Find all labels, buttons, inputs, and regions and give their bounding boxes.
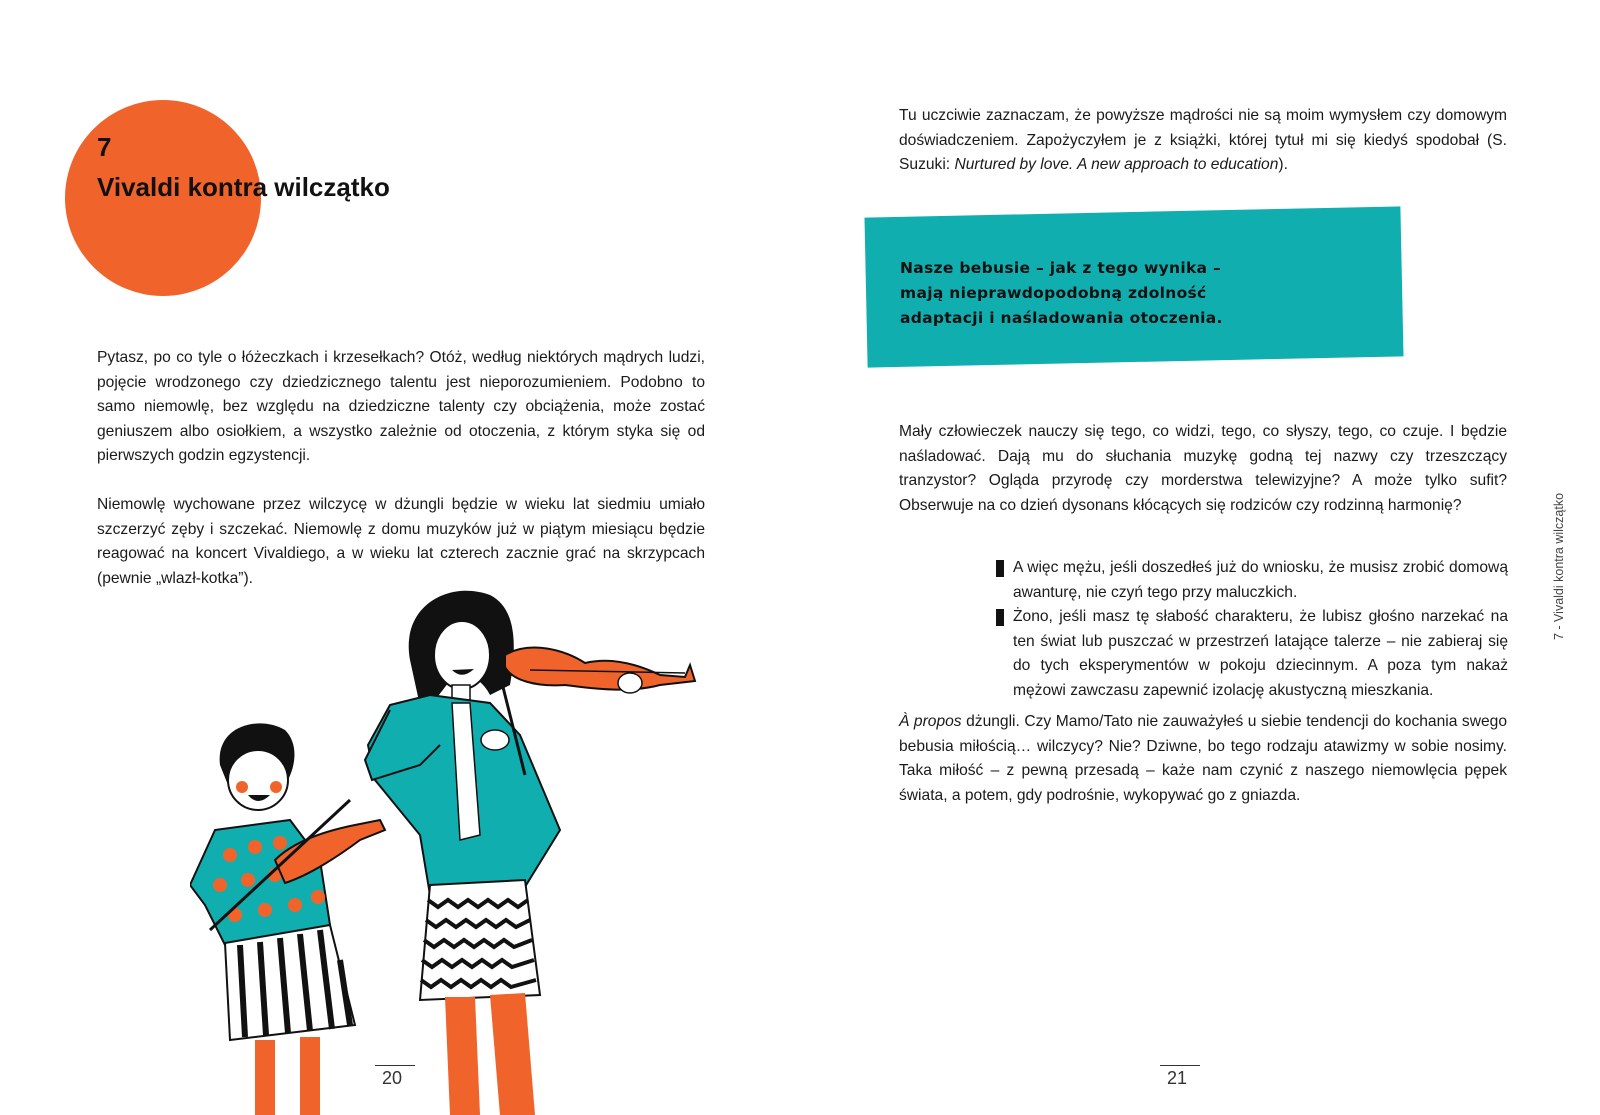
running-head: 7 - Vivaldi kontra wilczątko <box>1552 492 1566 640</box>
bullet-mark-icon <box>996 609 1004 626</box>
right-paragraph-2: Mały człowieczek nauczy się tego, co widzi, tego, co słyszy, tego, co czuje. I będzie naśladować. Dają mu do słuchania muzykę godną tej nazwy czy trzeszczący tranzystor? Ogląda przyrodę czy morderstwa telewizyjne? A może tylko sufit? Obserwuje na co dzień dysonans kłócących się rodziców czy rodzinną harmonię? <box>899 423 1507 514</box>
book-title: Nurtured by love. A new approach to education <box>954 156 1279 173</box>
violin-players-illustration <box>190 585 710 1115</box>
page-number-rule <box>1160 1065 1200 1066</box>
chapter-number: 7 <box>97 132 112 162</box>
closing-paragraph: À propos dżungli. Czy Mamo/Tato nie zauważyłeś u siebie tendencji do kochania swego bebusia miłością… wilczycy? Nie? Dziwne, bo tego rodzaju atawizmy w sobie nosimy. Taka miłość – z pewną przesadą – każe nam czynić z naszego niemowlęcia pępek świata, a potem, gdy podrośnie, wykopywać go z gniazda. <box>899 713 1507 804</box>
chapter-title: Vivaldi kontra wilczątko <box>97 172 390 202</box>
advice-item-1: A więc mężu, jeśli doszedłeś już do wniosku, że musisz zrobić domową awanturę, nie czyń tego przy maluczkich. <box>996 556 1508 605</box>
page-number: 20 <box>381 1068 403 1088</box>
left-paragraph-1: Pytasz, po co tyle o łóżeczkach i krzesełkach? Otóż, według niektórych mądrych ludzi, pojęcie wrodzonego czy dziedzicznego talentu jest nieporozumieniem. Podobno to samo niemowlę, bez względu na dziedziczne talenty czy obciążenia, może zostać geniuszem albo osiołkiem, a wszystko zależnie od otoczenia, z którym styka się od pierwszych godzin egzystencji. <box>97 349 705 464</box>
pull-quote: Nasze bebusie – jak z tego wynika – mają nieprawdopodobną zdolność adaptacji i naśladowania otoczenia. <box>900 259 1223 327</box>
bullet-mark-icon <box>996 560 1004 577</box>
left-paragraph-2: Niemowlę wychowane przez wilczycę w dżungli będzie w wieku lat siedmiu umiało szczerzyć zęby i szczekać. Niemowlę z domu muzyków już w piątym miesiącu będzie reagować na koncert Vivaldiego, a w wieku lat czterech zacznie grać na skrzypcach (pewnie „wlazł-kotka”). <box>97 496 705 587</box>
advice-item-2: Żono, jeśli masz tę słabość charakteru, że lubisz głośno narzekać na ten świat lub puszczać w przestrzeń latające talerze – nie zabieraj się do tych eksperymentów w pokoju dziecinnym. A poza tym nakaż mężowi zawczasu zapewnić izolację akustyczną mieszkania. <box>996 605 1508 703</box>
advice-list <box>996 556 1508 703</box>
page-number: 21 <box>1166 1068 1188 1088</box>
page-number-rule <box>375 1065 415 1066</box>
right-intro-paragraph: Tu uczciwie zaznaczam, że powyższe mądrości nie są moim wymysłem czy domowym doświadczeniem. Zapożyczyłem je z książki, której tytuł mi się kiedyś spodobał (S. Suzuki: Nurtured by love. A new approach to education). <box>899 107 1507 173</box>
